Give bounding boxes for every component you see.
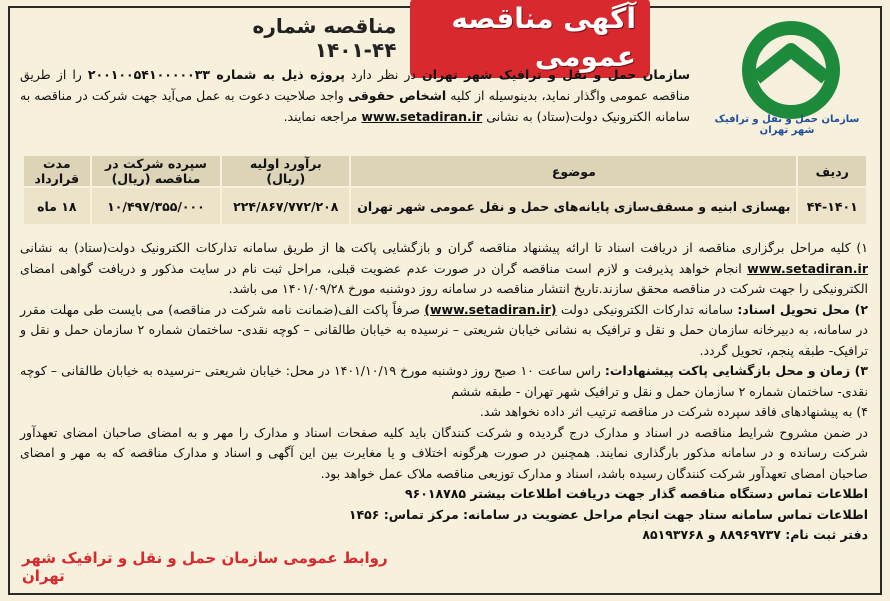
contact-info-3: دفتر ثبت نام: ۸۸۹۶۹۷۳۷ و ۸۵۱۹۳۷۶۸ (642, 527, 868, 542)
clause-2-title: ۲) محل تحویل اسناد: (737, 301, 868, 317)
clause-3-text: راس ساعت ۱۰ صبح روز دوشنبه مورخ ۱۴۰۱/۱۰/۱۹ در محل: خیابان شریعتی –نرسیده به خیابان طالقانی – کوچه نقدی- ساختمان شماره ۲ سازمان حمل و نقل و ترافیک شهر تهران - طبقه ششم (20, 363, 868, 399)
intro-text-6: مراجعه نمایند. (283, 109, 358, 124)
cell-estimate: ۲۲۴/۸۶۷/۷۷۲/۲۰۸ (221, 187, 350, 225)
contact-info-1: اطلاعات تماس دستگاه مناقصه گذار جهت دریافت اطلاعات بیشتر ۹۶۰۱۸۷۸۵ (405, 486, 868, 501)
clause-1-link[interactable]: www.setadiran.ir (747, 260, 868, 276)
intro-legal-persons: اشخاص حقوقی (347, 88, 447, 103)
clause-5: در ضمن مشروح شرایط مناقصه در اسناد و مدارک درج گردیده و شرکت کنندگان باید کلیه صفحات اسناد و مدارک را مهر و به امضای صاحبان امضای تعهدآور شرکت رسانده و در سامانه مذکور بارگذاری نمایند. همچنین در صورت هرگونه اختلاف و یا مغایرت بین این آگهی و اسناد و مدارک مناقصه که به مهر و امضای صاحبان امضای تعهدآور شرکت کنندگان رسیده باشد، اسناد و مدارک توزیعی مناقصه ملاک عمل خواهد بود. (20, 424, 868, 481)
clause-1-text-b: انجام خواهد پذیرفت و لازم است مناقصه گران در صورت عدم عضویت قبلی، مراحل ثبت نام در سایت مذکور و دریافت گواهی امضای الکترونیکی را جهت شرکت در مناقصه محقق سازند.تاریخ انتشار مناقصه در سامانه روز دوشنبه مورخ ۱۴۰۱/۰۹/۲۸ می باشد. (20, 260, 868, 296)
title-band (230, 2, 650, 73)
table-row (23, 187, 867, 225)
cell-subject: بهسازی ابنیه و مسقف‌سازی پایانه‌های حمل و نقل عمومی شهر تهران (350, 187, 797, 225)
clause-2 (20, 300, 868, 362)
tender-table (22, 154, 868, 226)
cell-deposit: ۱۰/۴۹۷/۳۵۵/۰۰۰ (91, 187, 222, 225)
clause-3-title: ۳) زمان و محل بازگشایی پاکت پیشنهادات: (604, 363, 869, 378)
clause-3 (20, 361, 868, 402)
clause-1-text: ۱) کلیه مراحل برگزاری مناقصه از دریافت اسناد تا ارائه پیشنهاد مناقصه گران و بازگشایی پاکت ها از طریق سامانه تدارکات الکترونیک دولت(ستاد) به نشانی (20, 240, 868, 255)
col-row-number: ردیف (797, 155, 867, 187)
cell-duration: ۱۸ ماه (23, 187, 91, 225)
clause-2-text-b: صرفاً پاکت الف(ضمانت نامه شرکت در مناقصه) می بایست طی مهلت مقرر در سامانه، به دبیرخانه سازمان حمل و نقل و ترافیک به نشانی خیابان شریعتی – نرسیده به خیابان طالقانی – کوچه نقدی- ساختمان شماره ۲ سازمان حمل و نقل و ترافیک- طبقه پنجم، تحویل گردد. (20, 301, 868, 358)
col-deposit: سپرده شرکت در مناقصه (ریال) (91, 155, 222, 187)
clause-1 (20, 238, 868, 300)
intro-paragraph (20, 64, 690, 127)
col-subject: موضوع (350, 155, 797, 187)
clause-4: ۴) به پیشنهادهای فاقد سپرده شرکت در مناقصه ترتیب اثر داده نخواهد شد. (479, 404, 868, 419)
col-estimate: برآورد اولیه (ریال) (221, 155, 350, 187)
org-name: سازمان حمل و نقل و ترافیک شهر تهران (422, 67, 691, 82)
tender-number: مناقصه شماره ۴۴-۱۴۰۱ (252, 14, 397, 62)
page-title: آگهی مناقصه عمومی (410, 0, 650, 78)
intro-project-number: پروژه ذیل به شماره ۲۰۰۱۰۰۵۴۱۰۰۰۰۰۳۳ (87, 67, 345, 82)
intro-text-5: واجد صلاحیت دعوت به عمل می‌آید جهت شرکت در مناقصه به سامانه الکترونیک دولت(ستاد) به نشانی (20, 88, 690, 124)
intro-text-1: در نظر دارد (351, 67, 416, 82)
public-relations-signature: روابط عمومی سازمان حمل و نقل و ترافیک شهر تهران (22, 549, 388, 585)
conditions-body (20, 238, 868, 546)
cell-row-number: ۴۴-۱۴۰۱ (797, 187, 867, 225)
col-duration: مدت قرارداد (23, 155, 91, 187)
table-header-row (23, 155, 867, 187)
clause-2-text: سامانه تدارکات الکترونیکی دولت (560, 301, 734, 317)
contact-info-2: اطلاعات تماس سامانه ستاد جهت انجام مراحل عضویت در سامانه: مرکز تماس: ۱۴۵۶ (348, 506, 868, 522)
advertisement-page (8, 2, 882, 595)
intro-text-3: را از طریق مناقصه عمومی واگذار نماید، بدینوسیله از کلیه (20, 67, 690, 103)
setad-link[interactable]: www.setadiran.ir (361, 109, 483, 124)
logo-caption: سازمان حمل و نقل و ترافیک شهر تهران (714, 114, 860, 136)
clause-2-link[interactable]: (www.setadiran.ir) (424, 301, 557, 317)
